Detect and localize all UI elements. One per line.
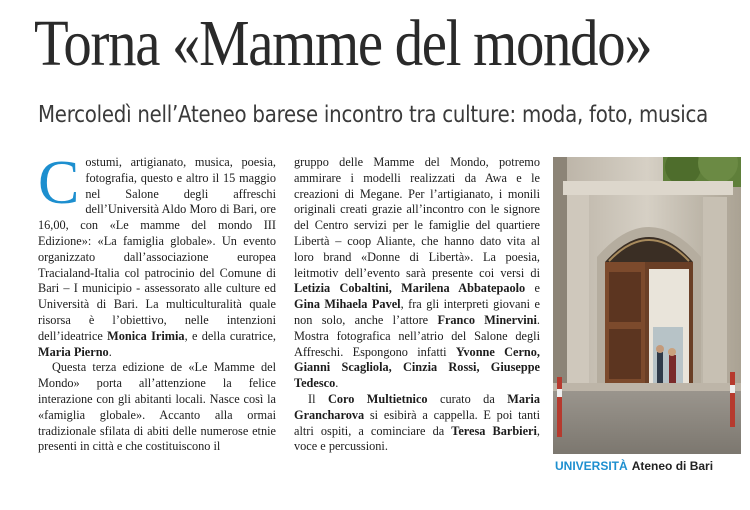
body-text: , e della curatrice, bbox=[184, 328, 276, 343]
drop-cap: C bbox=[38, 149, 80, 217]
bold-name: Maria Grancharova bbox=[294, 391, 540, 422]
body-text: e bbox=[525, 281, 540, 296]
paragraph bbox=[38, 149, 276, 360]
article-column-2 bbox=[294, 155, 540, 455]
university-photo bbox=[553, 157, 741, 454]
article-column-1 bbox=[38, 149, 276, 455]
body-text: ostumi, artigianato, musica, poesia, fotografia, questo e altro il 15 maggio nel Salone degli affreschi dell’Università Aldo Moro di Bari, ore 16,00, con «Le mamme del mondo III Edizione»: «La famiglia globale». Un evento organizzato dall’associazione europea Tracialand-Italia col patrocinio del Comune di Bari – I municipio - assessorato alle culture ed Università di Bari. La multiculturalità quale risorsa è l’obiettivo, nelle intenzioni dell’ideatrice bbox=[38, 155, 276, 343]
body-text: , voce e percussioni. bbox=[294, 423, 540, 454]
body-text: curato da bbox=[427, 391, 508, 406]
caption-prefix: UNIVERSITÀ bbox=[555, 459, 628, 473]
paragraph bbox=[294, 392, 540, 455]
body-text: gruppo delle Mamme del Mondo, potremo ammirare i modelli realizzati da Awa e le creazioni di Megane. Per l’artigianato, i monili originali creati grazie all’incontro con le signore del Centro servizi per le famiglie del quartiere Libertà – coop Aliante, che hanno dato vita al loro brand «Donne di Libertà». La poesia, leitmotiv dell’evento sarà presente coi versi di bbox=[294, 155, 540, 280]
bold-name: Yvonne Cerno, Gianni Scagliola, Cinzia Rossi, Giuseppe Tedesco bbox=[294, 344, 540, 391]
building-entrance-image bbox=[553, 157, 741, 454]
body-text: . bbox=[335, 376, 339, 391]
bold-name: Coro Multietnico bbox=[327, 391, 428, 406]
bold-name: Teresa Barbieri bbox=[451, 423, 537, 438]
body-text: si esibirà a cappella. E poi tanti altri ospiti, a cominciare da bbox=[294, 407, 540, 438]
paragraph: Questa terza edizione de «Le Mamme del Mondo» porta all’attenzione la felice interazione con gli abitanti locali. Nasce così la «famiglia globale». Accanto alla ormai tradizionale sfilata di abiti delle numerose etnie presenti in città e che costituiscono il bbox=[38, 360, 276, 454]
bold-name: Maria Pierno bbox=[38, 344, 109, 359]
paragraph bbox=[294, 155, 540, 392]
bold-name: Letizia Cobaltini, Marilena Abbatepaolo bbox=[294, 281, 526, 296]
body-text: , fra gli interpreti giovani e non solo, anche l’attore bbox=[294, 297, 540, 327]
bold-name: Monica Irimia bbox=[107, 328, 185, 343]
body-text: . bbox=[108, 344, 112, 359]
caption-text: Ateneo di Bari bbox=[631, 459, 714, 473]
body-text: Il bbox=[308, 391, 328, 406]
bold-name: Franco Minervini bbox=[437, 312, 537, 327]
subheadline: Mercoledì nell’Ateneo barese incontro tra culture: moda, foto, musica bbox=[38, 102, 709, 128]
bold-name: Gina Mihaela Pavel bbox=[294, 297, 401, 312]
body-text: . Mostra fotografica nell’atrio del Salone degli Affreschi. Espongono infatti bbox=[294, 312, 540, 359]
headline: Torna «Mamme del mondo» bbox=[34, 7, 652, 80]
photo-caption bbox=[555, 459, 713, 473]
